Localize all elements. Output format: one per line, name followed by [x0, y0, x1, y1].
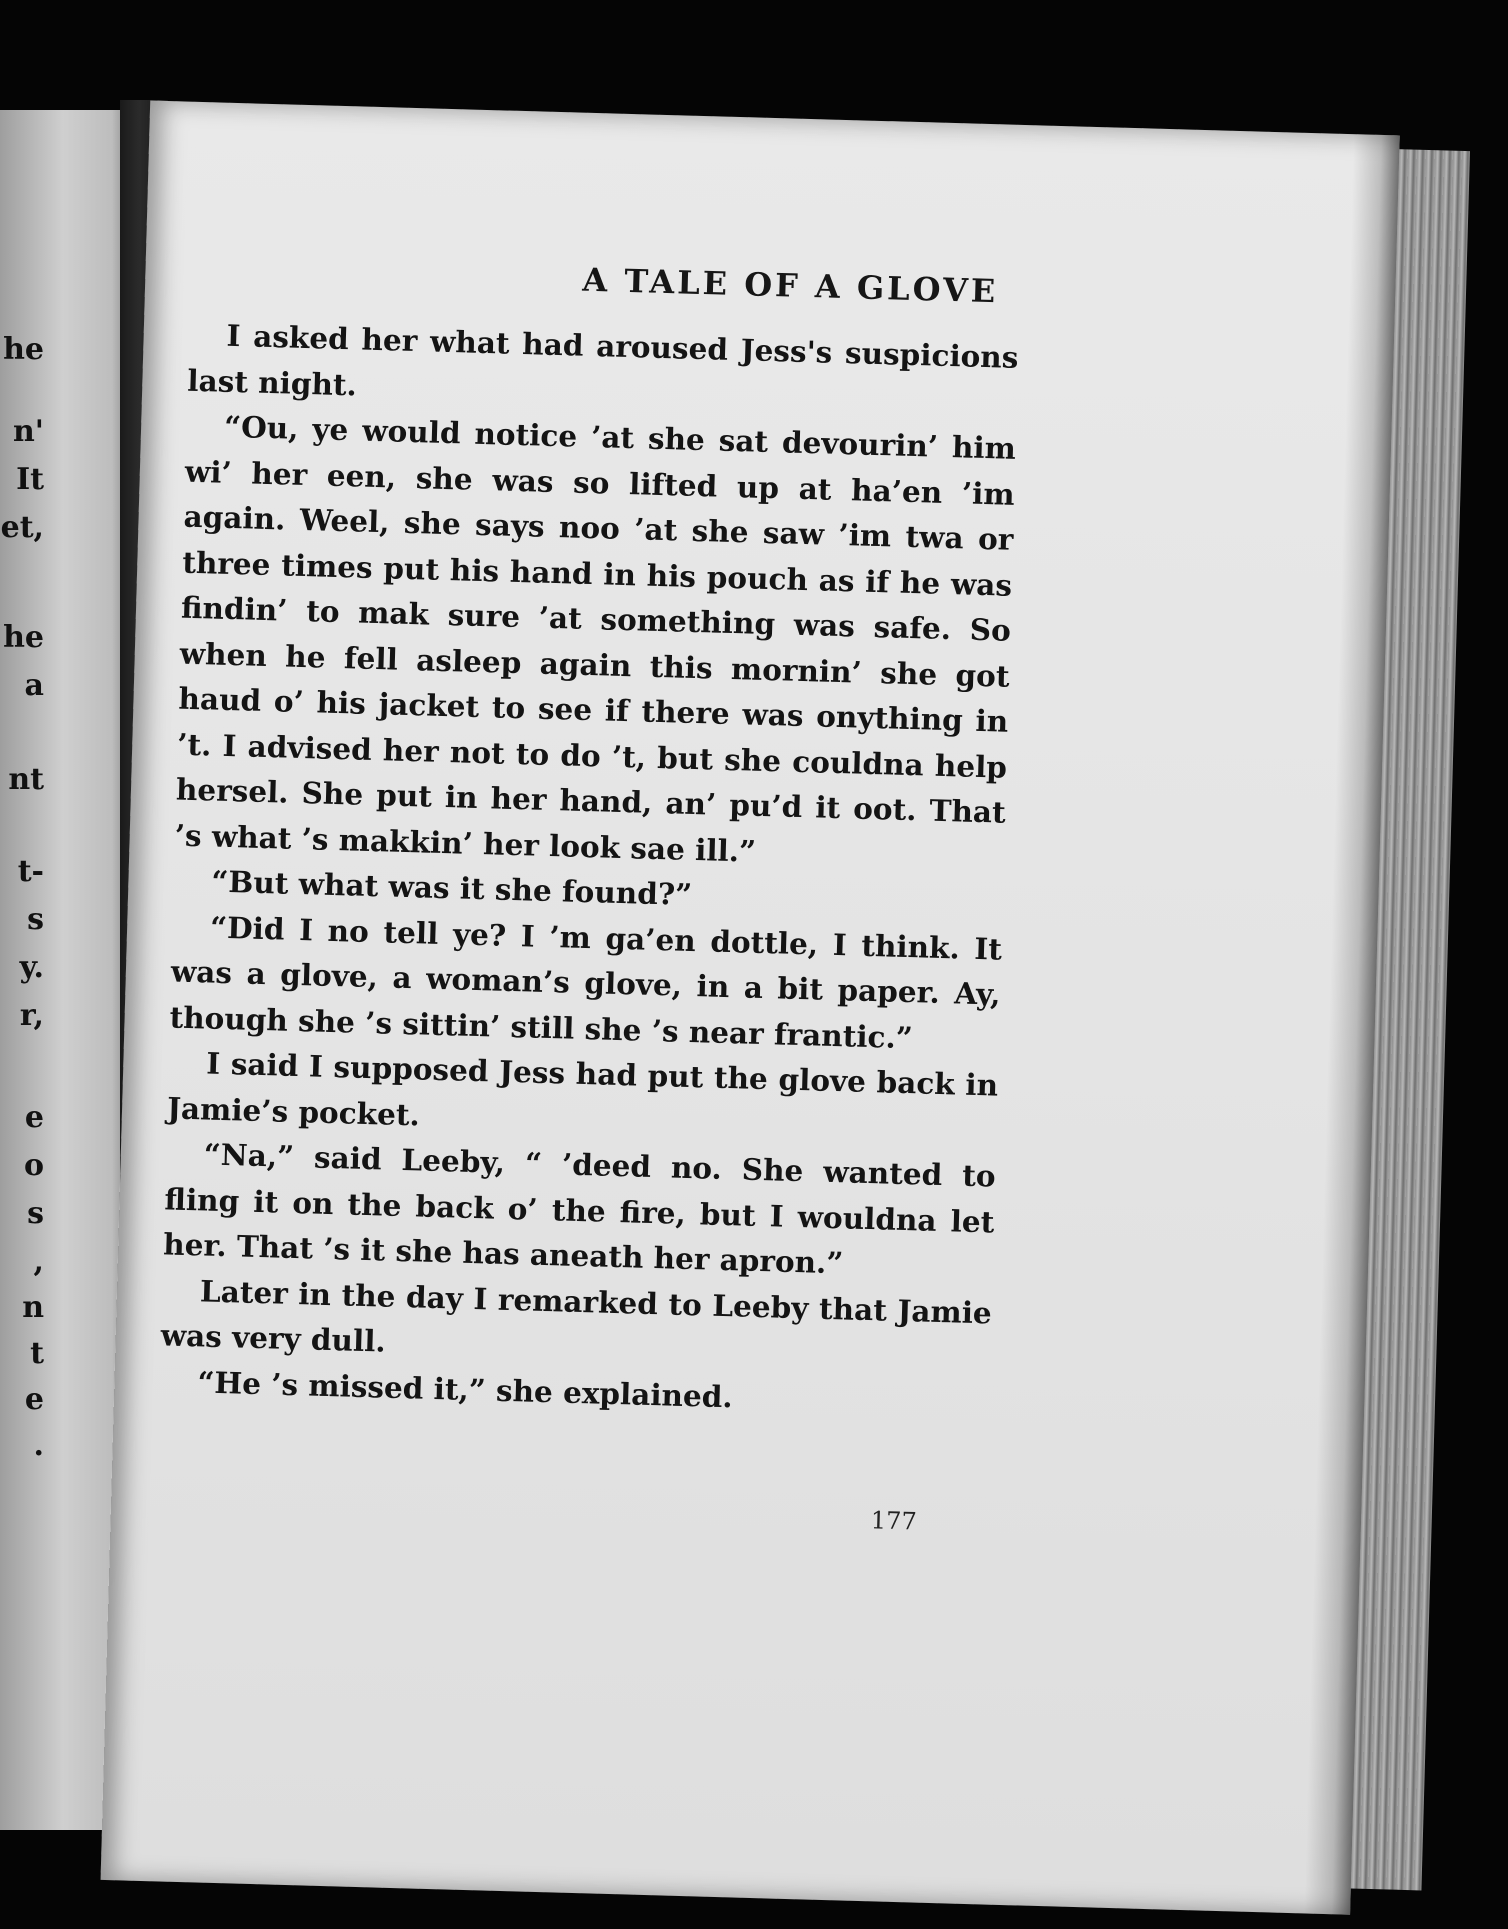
- paragraph: “Ou, ye would notice ’at she sat devourin’ him wi’ her een, she was so lifted up at ha’en ’im again. Weel, she says noo ’at she saw ’im twa or three times put his hand in his pouch as if he was findin’ to mak sure ’at something was safe. So when he fell asleep again this mornin’ she got haud o’ his jacket to see if there was onything in ’t. I advised her not to do ’t, but she couldna help hersel. She put in her hand, an’ pu’d it oot. That ’s what ’s makkin’ her look sae ill.”: [174, 408, 1017, 869]
- paragraph: “But what was it she found?”: [210, 863, 693, 912]
- fragment-line: y.: [19, 950, 44, 985]
- fragment-line: e: [24, 1100, 44, 1135]
- paragraph: Later in the day I remarked to Leeby that Jamie was very dull.: [160, 1272, 993, 1359]
- fragment-line: t-: [17, 854, 44, 889]
- fragment-line: he: [3, 332, 44, 367]
- fragment-line: r,: [19, 998, 44, 1033]
- paragraph: I asked her what had aroused Jess's suspicions last night.: [186, 317, 1019, 402]
- fragment-line: ,: [33, 1244, 44, 1279]
- book-page: [101, 101, 1400, 1915]
- paragraph: “Did I no tell ye? I ’m ga’en dottle, I think. It was a glove, a woman’s glove, in a bit paper. Ay, though she ’s sittin’ still she ’s near frantic.”: [169, 909, 1003, 1055]
- fragment-line: .: [33, 1428, 44, 1463]
- fragment-line: et,: [0, 510, 44, 545]
- fragment-line: s: [27, 902, 44, 937]
- fragment-line: o: [23, 1148, 44, 1183]
- fragment-line: n': [13, 414, 44, 449]
- fragment-line: nt: [8, 762, 44, 797]
- fragment-line: he: [3, 620, 44, 655]
- fragment-line: n: [22, 1290, 44, 1325]
- body-text: [159, 312, 1019, 1427]
- fragment-line: It: [16, 462, 44, 497]
- paragraph: I said I supposed Jess had put the glove back in Jamie’s pocket.: [166, 1045, 999, 1132]
- page-number: 177: [870, 1506, 918, 1536]
- fragment-line: s: [27, 1196, 44, 1231]
- fragment-line: e: [24, 1382, 44, 1417]
- running-header: A TALE OF A GLOVE: [581, 260, 999, 311]
- fragment-line: t: [30, 1336, 44, 1371]
- fragment-line: a: [24, 668, 44, 703]
- paragraph: “Na,” said Leeby, “ ’deed no. She wanted to fling it on the back o’ the fire, but I wouldna let her. That ’s it she has aneath her apron.”: [162, 1136, 997, 1281]
- paragraph: “He ’s missed it,” she explained.: [197, 1363, 734, 1414]
